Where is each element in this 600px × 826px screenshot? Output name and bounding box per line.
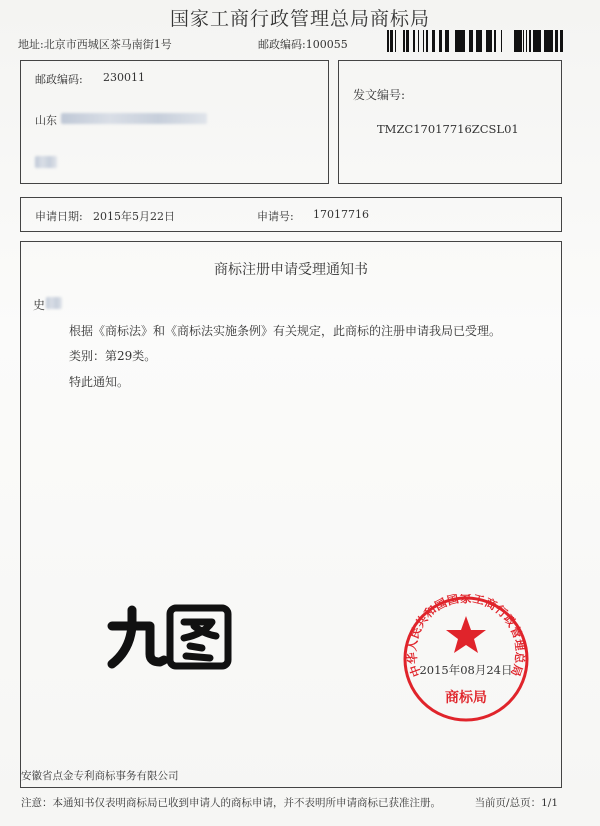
recipient-postal-label: 邮政编码: [35, 73, 83, 86]
issuer-title: 国家工商行政管理总局商标局 [169, 8, 430, 30]
notice-title: 商标注册申请受理通知书 [214, 262, 368, 278]
application-number-value: 17017716 [313, 208, 369, 221]
seal-star-icon [446, 616, 486, 653]
application-date-value: 2015年5月22日 [93, 210, 175, 223]
seal-date: 2015年08月24日 [419, 663, 513, 677]
notice-body-line-1: 根据《商标法》和《商标法实施条例》有关规定，此商标的注册申请我局已受理。 [69, 324, 502, 338]
recipient-address-prefix: 山东 [35, 114, 57, 127]
recipient-box [20, 60, 329, 184]
application-date-label: 申请日期: [35, 210, 83, 223]
issue-number-value: TMZC17017716ZCSL01 [377, 122, 519, 136]
trademark-image [106, 602, 236, 676]
issue-number-box [338, 60, 562, 184]
barcode [387, 30, 563, 52]
notice-body-line-3: 特此通知。 [69, 375, 130, 389]
seal-graphic [401, 594, 531, 724]
seal-ring-text: 中华人民共和国国家工商行政管理总局 [404, 594, 528, 679]
notice-body-line-2: 类别：第29类。 [69, 349, 157, 363]
recipient-postal-code: 230011 [103, 71, 145, 84]
seal-name: 商标局 [445, 690, 487, 706]
barcode-bar [560, 30, 563, 52]
issue-number-label: 发文编号: [353, 88, 406, 102]
application-info-box [20, 197, 562, 232]
notice-box [20, 241, 562, 788]
page-indicator: 当前页/总页：1/1 [474, 797, 558, 809]
trademark-glyphs [106, 602, 236, 672]
official-seal [401, 594, 531, 724]
issuer-address: 地址:北京市西城区茶马南街1号 [18, 38, 172, 51]
addressee-prefix: 史 [33, 298, 46, 312]
application-number-label: 申请号: [257, 210, 294, 223]
redacted-address [61, 113, 207, 124]
redacted-recipient-name [35, 156, 57, 168]
issuer-postal-code: 邮政编码:100055 [258, 38, 348, 51]
footer-note: 注意：本通知书仅表明商标局已收到申请人的商标申请，并不表明所申请商标已获准注册。 [21, 797, 441, 809]
redacted-addressee [46, 297, 62, 309]
agency-name: 安徽省点金专利商标事务有限公司 [21, 770, 179, 782]
